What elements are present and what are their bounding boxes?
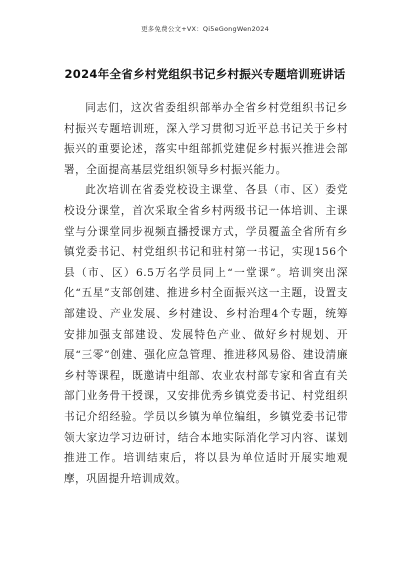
paragraph: 此次培训在省委党校设主课堂、各县（市、区）委党校设分课堂，首次采取全省乡村两级书记一体培训、主课堂与分课堂同步视频直播授课方式，学员覆盖全省所有乡镇党委书记、村党组织书记和驻村第一书记，实现156个县（市、区）6.5万名学员同上“一堂课”。培训突出深化“五星”支部创建、推进乡村全面振兴这一主题，设置支部建设、产业发展、乡村建设、乡村治理4个专题，统筹安排加强支部建设、发展特色产业、做好乡村规划、开展“三零”创建、强化应急管理、推进移风易俗、建设清廉乡村等课程，既邀请中组部、农业农村部专家和省直有关部门业务骨干授课，又安排优秀乡镇党委书记、村党组织书记介绍经验。学员以乡镇为单位编组，乡镇党委书记带领大家边学习边研讨，结合本地实际消化学习内容、谋划推进工作。培训结束后，将以县为单位适时开展实地观摩，巩固提升培训成效。 <box>64 184 348 485</box>
document-body <box>64 98 348 489</box>
paragraph: 同志们，这次省委组织部举办全省乡村党组织书记乡村振兴专题培训班，深入学习贯彻习近平总书记关于乡村振兴的重要论述，落实中组部抓党建促乡村振兴推进会部署，全面提高基层党组织领导乡村振兴能力。 <box>64 102 348 176</box>
document-title: 2024年全省乡村党组织书记乡村振兴专题培训班讲话 <box>64 67 346 81</box>
header-note: 更多免费公文+VX：Qi5eGongWen2024 <box>141 25 269 33</box>
